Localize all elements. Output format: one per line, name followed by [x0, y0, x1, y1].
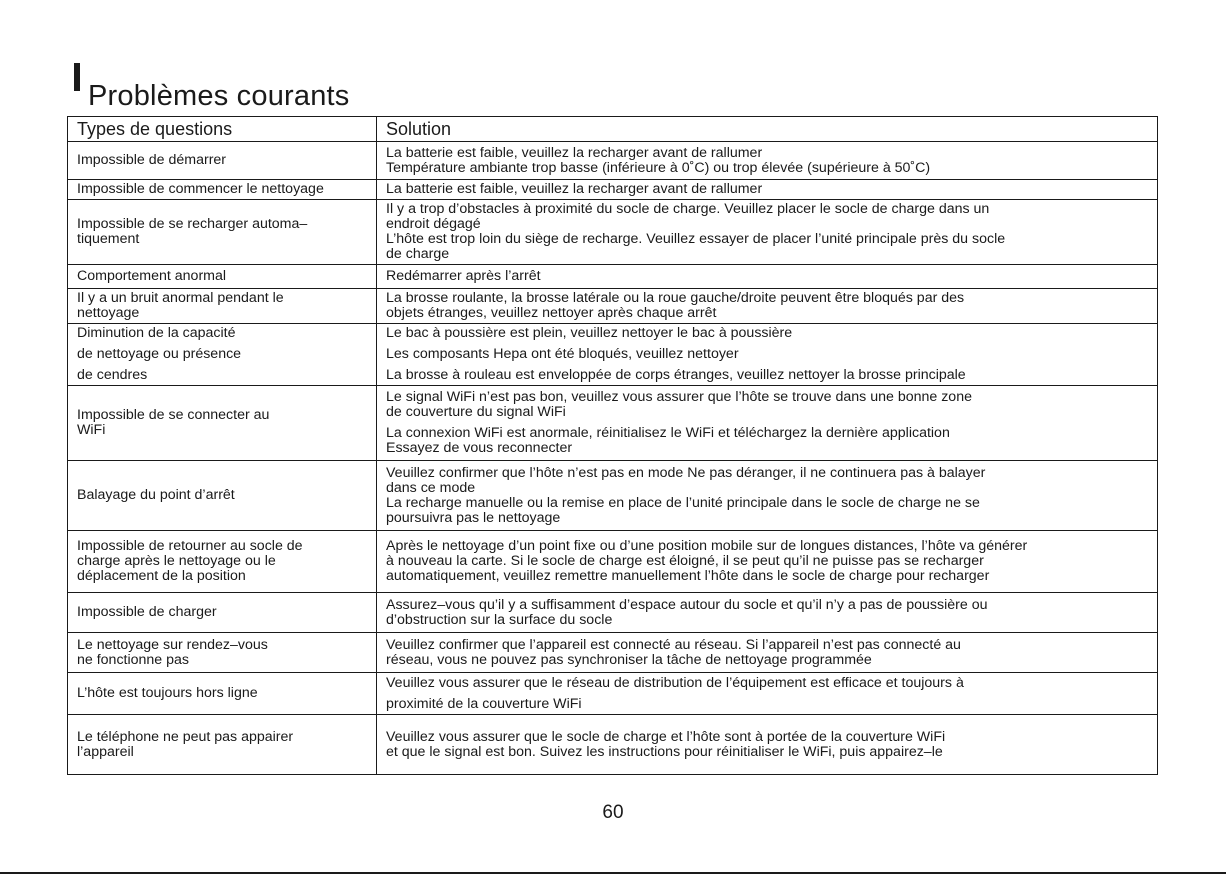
question-cell — [68, 593, 377, 633]
question-line: Impossible de se recharger automa– — [77, 216, 308, 232]
solution-line: Le bac à poussière est plein, veuillez nettoyer le bac à poussière — [386, 325, 793, 341]
table-row — [68, 461, 1158, 531]
title-accent-bar — [74, 63, 80, 91]
solution-cell — [377, 593, 1158, 633]
question-cell — [68, 289, 377, 324]
question-line: Impossible de commencer le nettoyage — [77, 181, 324, 197]
question-cell — [68, 633, 377, 673]
solution-line: La recharge manuelle ou la remise en place de l’unité principale dans le socle de charge ne se — [386, 494, 980, 511]
solution-line: de charge — [386, 246, 450, 262]
question-line: charge après le nettoyage ou le — [77, 553, 276, 569]
question-cell — [68, 386, 377, 461]
question-line: ne fonctionne pas — [77, 651, 190, 668]
solution-line: réseau, vous ne pouvez pas synchroniser la tâche de nettoyage programmée — [386, 651, 872, 668]
solution-line: automatiquement, veuillez remettre manuellement l’hôte dans le socle de charge pour recharger — [386, 568, 990, 584]
solution-cell — [377, 265, 1158, 289]
solution-cell — [377, 461, 1158, 531]
solution-line: La batterie est faible, veuillez la recharger avant de rallumer — [386, 181, 763, 197]
solution-line: La batterie est faible, veuillez la recharger avant de rallumer — [386, 144, 763, 161]
question-line: Impossible de démarrer — [77, 152, 227, 168]
question-line: Impossible de retourner au socle de — [77, 538, 303, 554]
solution-line: Il y a trop d’obstacles à proximité du socle de charge. Veuillez placer le socle de charge dans un — [386, 201, 990, 217]
page-number: 60 — [602, 802, 624, 823]
question-line: Impossible de charger — [77, 604, 217, 620]
question-line: Comportement anormal — [77, 268, 227, 284]
page-title: Problèmes courants — [88, 80, 350, 113]
question-cell — [68, 531, 377, 593]
table-row — [68, 200, 1158, 265]
solution-line: dans ce mode — [386, 479, 476, 496]
solution-line: La brosse à rouleau est enveloppée de corps étranges, veuillez nettoyer la brosse principale — [386, 367, 966, 383]
solution-line: La connexion WiFi est anormale, réinitialisez le WiFi et téléchargez la dernière application — [386, 425, 950, 441]
table-header-row — [68, 117, 1158, 142]
question-line: de cendres — [77, 367, 148, 383]
question-cell — [68, 715, 377, 775]
solution-line: endroit dégagé — [386, 216, 481, 232]
solution-line: La brosse roulante, la brosse latérale ou la roue gauche/droite peuvent être bloqués par des — [386, 290, 965, 306]
solution-line: L’hôte est trop loin du siège de recharge. Veuillez essayer de placer l’unité principale près du socle — [386, 231, 1006, 247]
solution-cell — [377, 324, 1158, 386]
question-cell — [68, 265, 377, 289]
table-row — [68, 324, 1158, 386]
solution-line: Essayez de vous reconnecter — [386, 440, 573, 456]
solution-line: proximité de la couverture WiFi — [386, 695, 582, 712]
question-line: Balayage du point d’arrêt — [77, 487, 235, 503]
table-row — [68, 265, 1158, 289]
question-line: Le nettoyage sur rendez–vous — [77, 636, 268, 653]
question-line: L’hôte est toujours hors ligne — [77, 685, 258, 701]
solution-line: objets étranges, veuillez nettoyer après chaque arrêt — [386, 305, 717, 321]
solution-line: Les composants Hepa ont été bloqués, veuillez nettoyer — [386, 346, 739, 362]
question-line: tiquement — [77, 231, 140, 247]
solution-cell — [377, 673, 1158, 715]
table-row — [68, 386, 1158, 461]
table-row — [68, 633, 1158, 673]
question-cell — [68, 142, 377, 180]
table-row — [68, 531, 1158, 593]
solution-line: poursuivra pas le nettoyage — [386, 509, 561, 526]
solution-line: Veuillez confirmer que l’appareil est connecté au réseau. Si l’appareil n’est pas connecté au — [386, 636, 961, 653]
question-cell — [68, 673, 377, 715]
solution-line: Assurez–vous qu’il y a suffisamment d’espace autour du socle et qu’il n’y a pas de poussière ou — [386, 596, 988, 613]
solution-cell — [377, 531, 1158, 593]
solution-line: Redémarrer après l’arrêt — [386, 268, 541, 284]
table-row — [68, 289, 1158, 324]
question-cell — [68, 180, 377, 200]
question-line: Le téléphone ne peut pas appairer — [77, 728, 294, 745]
table-row — [68, 673, 1158, 715]
table-row — [68, 715, 1158, 775]
table-row — [68, 180, 1158, 200]
solution-cell — [377, 142, 1158, 180]
solution-line: d’obstruction sur la surface du socle — [386, 611, 613, 628]
question-line: Il y a un bruit anormal pendant le — [77, 290, 284, 306]
question-line: l’appareil — [77, 743, 134, 760]
solution-line: à nouveau la carte. Si le socle de charge est éloigné, il se peut qu’il ne puisse pas se recharger — [386, 553, 984, 569]
solution-line: Le signal WiFi n’est pas bon, veuillez vous assurer que l’hôte se trouve dans une bonne zone — [386, 389, 972, 405]
question-cell — [68, 200, 377, 265]
question-cell — [68, 461, 377, 531]
solution-line: et que le signal est bon. Suivez les instructions pour réinitialiser le WiFi, puis appairez–le — [386, 743, 943, 760]
solution-cell — [377, 289, 1158, 324]
question-line: Impossible de se connecter au — [77, 407, 270, 423]
table-body — [68, 142, 1158, 775]
solution-line: Veuillez vous assurer que le réseau de distribution de l’équipement est efficace et toujours à — [386, 674, 964, 691]
question-line: nettoyage — [77, 305, 140, 321]
question-line: de nettoyage ou présence — [77, 346, 242, 362]
solution-line: Veuillez confirmer que l’hôte n’est pas en mode Ne pas déranger, il ne continuera pas à balayer — [386, 464, 986, 481]
solution-cell — [377, 633, 1158, 673]
solution-line: Après le nettoyage d’un point fixe ou d’une position mobile sur de longues distances, l’hôte va générer — [386, 538, 1028, 554]
solution-cell — [377, 715, 1158, 775]
solution-cell — [377, 386, 1158, 461]
solution-line: Veuillez vous assurer que le socle de charge et l’hôte sont à portée de la couverture WiFi — [386, 728, 946, 745]
header-solution: Solution — [377, 117, 1158, 142]
troubleshooting-table — [67, 116, 1158, 775]
header-question-type: Types de questions — [68, 117, 377, 142]
question-line: Diminution de la capacité — [77, 325, 236, 341]
solution-line: de couverture du signal WiFi — [386, 404, 566, 420]
table-row — [68, 593, 1158, 633]
question-cell — [68, 324, 377, 386]
question-line: WiFi — [77, 422, 106, 438]
table-row — [68, 142, 1158, 180]
solution-cell — [377, 180, 1158, 200]
question-line: déplacement de la position — [77, 568, 246, 584]
solution-line: Température ambiante trop basse (inférieure à 0˚C) ou trop élevée (supérieure à 50˚C) — [386, 159, 931, 176]
solution-cell — [377, 200, 1158, 265]
